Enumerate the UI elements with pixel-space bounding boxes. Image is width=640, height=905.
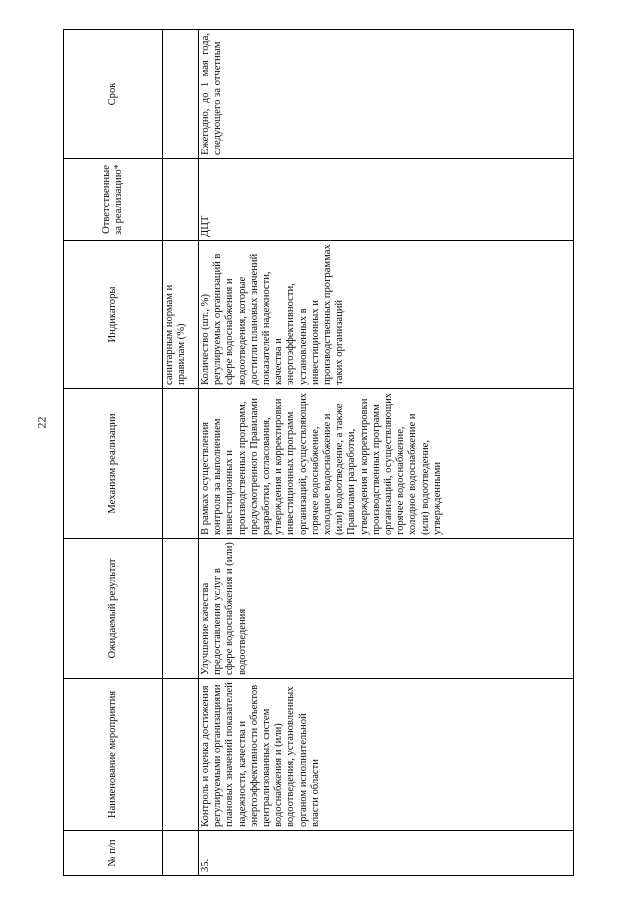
- measures-table: [63, 29, 574, 876]
- cell-indicators-continuation: санитарным нормам и правилам (%): [163, 241, 199, 389]
- cell-deadline: Ежегодно, до 1 мая года, следующего за отчетным: [199, 30, 574, 159]
- header-indicators: Индикаторы: [64, 241, 163, 389]
- header-number: № п/п: [64, 831, 163, 876]
- cell-empty: [163, 30, 199, 159]
- table-row-35: [199, 30, 574, 876]
- header-responsible: Ответственные за реализацию*: [64, 159, 163, 241]
- cell-empty: [163, 679, 199, 831]
- cell-responsible: ДЦТ: [199, 159, 574, 241]
- page-number: 22: [34, 416, 49, 429]
- table-header-row: [64, 30, 163, 876]
- continuation-row: [163, 30, 199, 876]
- header-result: Ожидаемый результат: [64, 539, 163, 679]
- cell-empty: [163, 159, 199, 241]
- header-deadline: Срок: [64, 30, 163, 159]
- cell-empty: [163, 389, 199, 539]
- header-name: Наименование мероприятия: [64, 679, 163, 831]
- header-mechanism: Механизм реализации: [64, 389, 163, 539]
- cell-result: Улучшение качества предоставления услуг в сфере водоснабжения и (или) водоотведения: [199, 539, 574, 679]
- cell-name: Контроль и оценка достижения регулируемыми организациями плановых значений показателей надежности, качества и энергоэффективности объектов централизованных систем водоснабжения и (или) водоотведения, установленных органом исполнительной власти области: [199, 679, 574, 831]
- cell-empty: [163, 831, 199, 876]
- cell-mechanism: В рамках осуществления контроля за выполнением инвестиционных и производственных программ, предусмотренного Правилами разработки, согласования, утверждения и корректировки инвестиционных программ организаций, осуществляющих горячее водоснабжение, холодное водоснабжение и (или) водоотведение, а также Правилами разработки, утверждения и корректировки производственных программ организаций, осуществляющих горячее водоснабжение, холодное водоснабжение и (или) водоотведение, утвержденными: [199, 389, 574, 539]
- cell-indicators: Количество (шт., %) регулируемых организаций в сфере водоснабжения и водоотведения, которые достигли плановых значений показателей надежности, качества и энергоэффективности, установленных в инвестиционных и производственных программах таких организаций: [199, 241, 574, 389]
- rotated-page-content: [63, 30, 608, 876]
- cell-number: 35.: [199, 831, 574, 876]
- cell-empty: [163, 539, 199, 679]
